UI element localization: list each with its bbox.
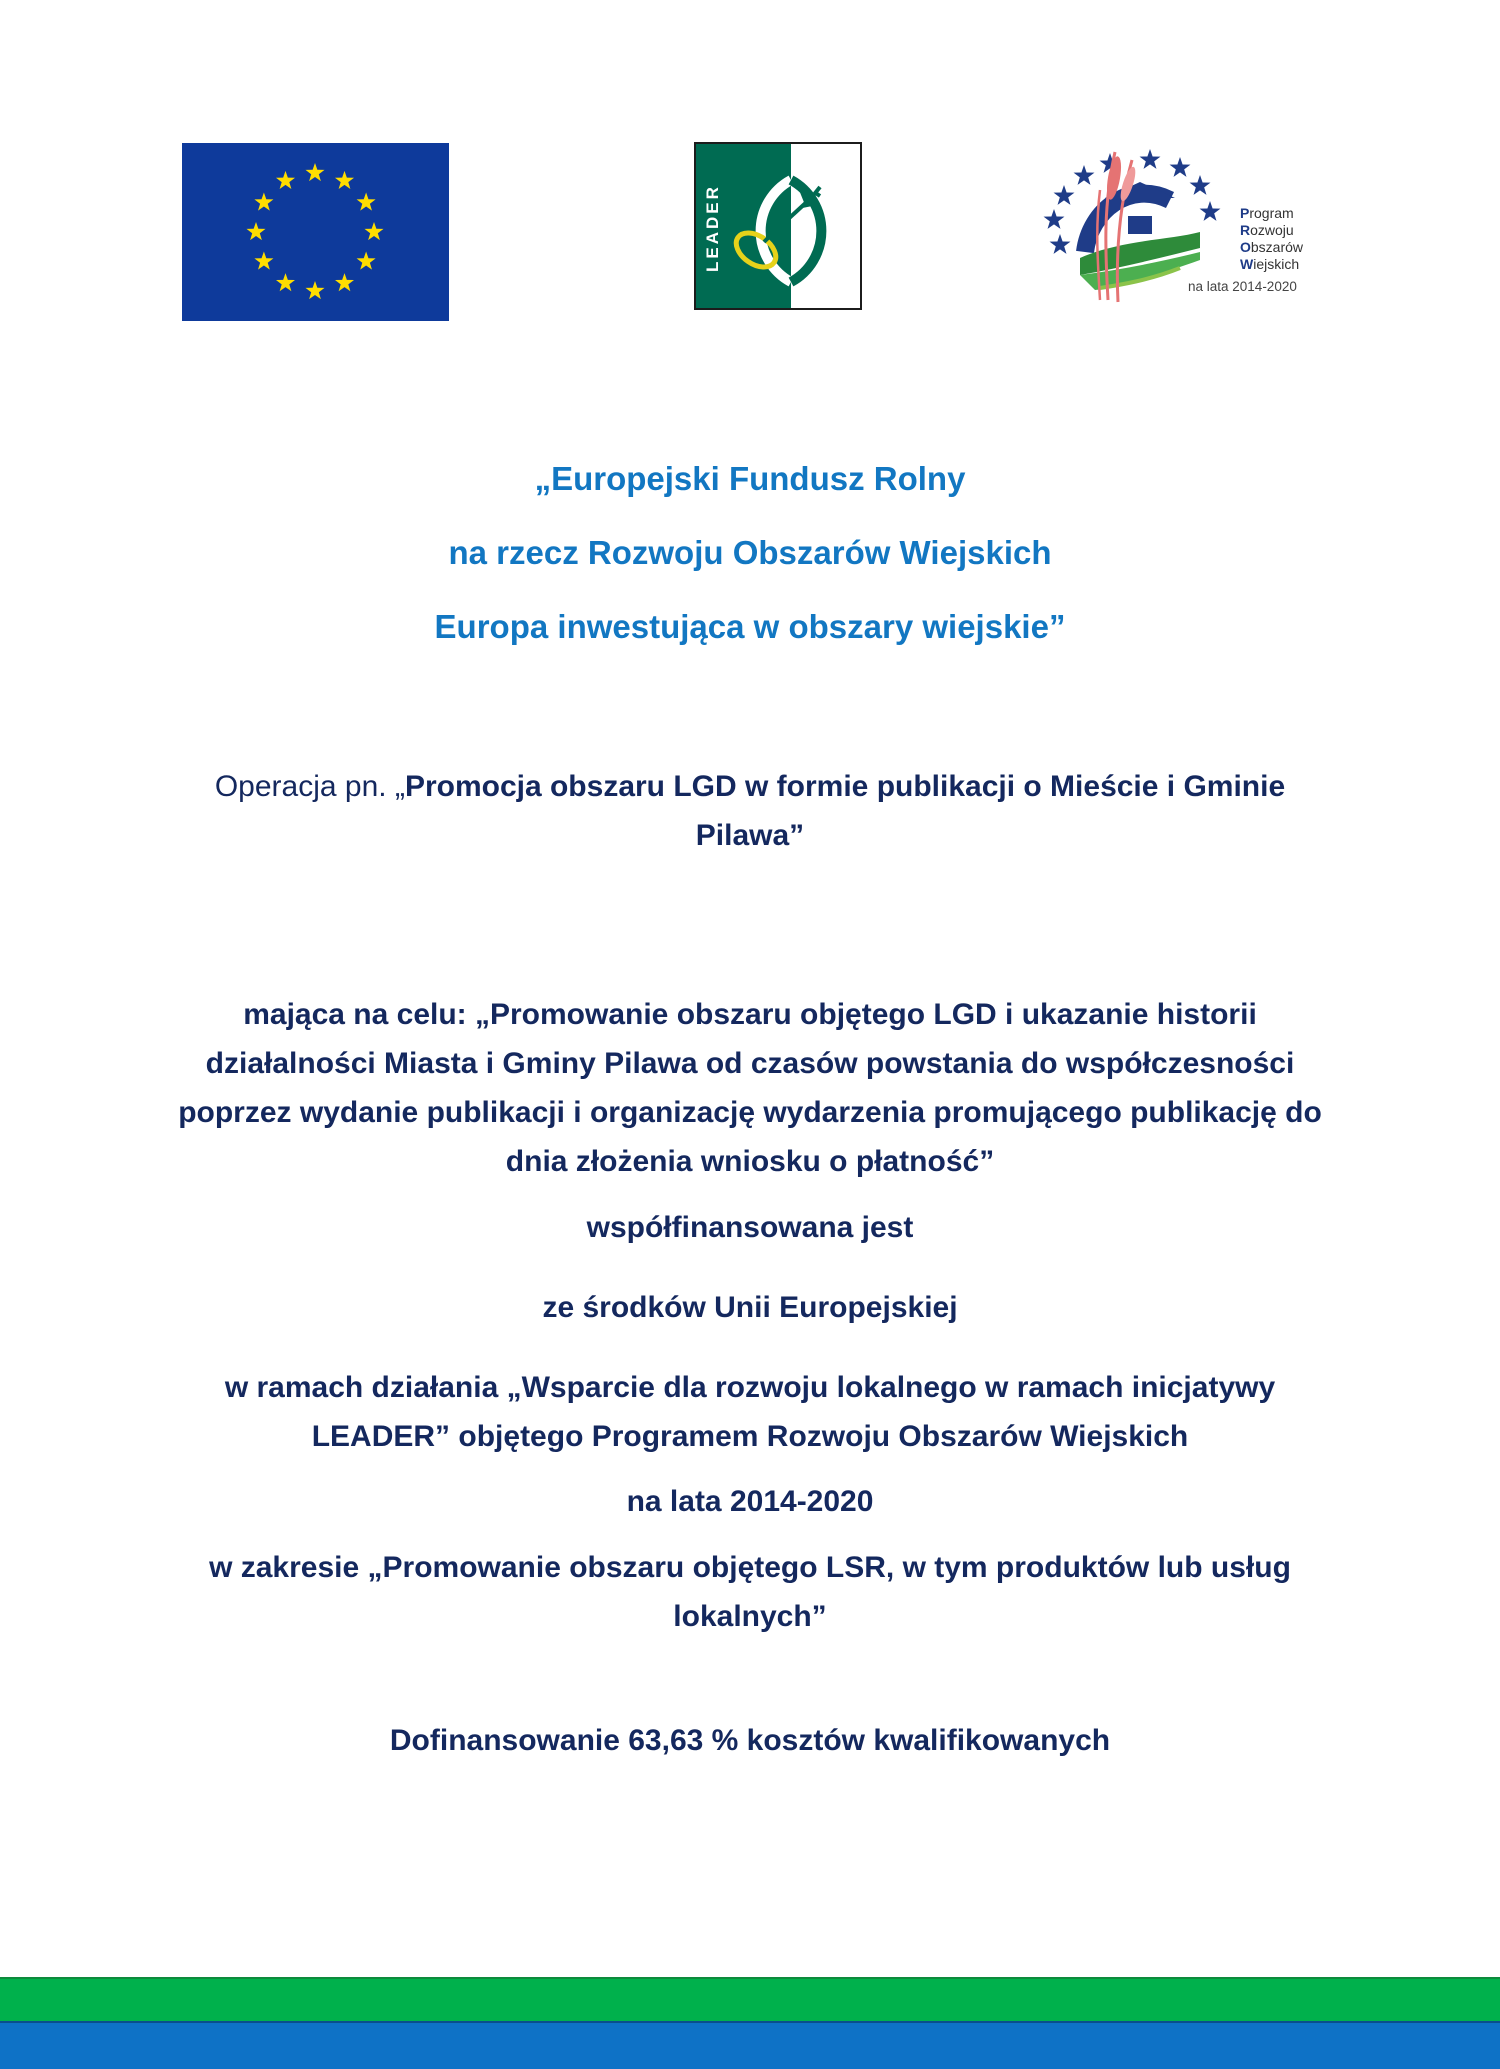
prow-rest-4: iejskich [1253,256,1300,272]
funding-text: Dofinansowanie 63,63 % kosztów kwalifikowanych [389,1724,1111,1757]
prow-years: na lata 2014-2020 [1188,279,1297,294]
prow-initial-1: P [1240,205,1250,221]
eu-flag-logo [182,143,449,321]
prow-star [1050,234,1071,254]
prow-program-name [1240,205,1303,273]
leader-logo [694,142,862,310]
prow-star [1054,185,1075,205]
years-text: na lata 2014-2020 [626,1485,874,1518]
header-line-3: Europa inwestująca w obszary wiejskie” [434,608,1066,645]
prow-rest-2: ozwoju [1250,222,1294,238]
header-line-2: na rzecz Rozwoju Obszarów Wiejskich [448,534,1052,571]
prow-star [1190,175,1211,195]
cofinanced-text: współfinansowana jest [586,1211,914,1244]
source-text: ze środków Unii Europejskiej [542,1291,958,1324]
prow-star [1044,209,1065,229]
operation-name: Promocja obszaru LGD w formie publikacji o Mieście i Gminie Pilawa” [404,770,1286,852]
prow-initial-3: O [1240,239,1251,255]
operation-prefix: Operacja pn. „ [214,770,405,803]
prow-rest-3: bszarów [1250,239,1304,255]
prow-line-2 [1240,222,1303,239]
header-line-1: „Europejski Fundusz Rolny [534,460,966,497]
measure-paragraph: w ramach działania „Wsparcie dla rozwoju lokalnego w ramach inicjatywy LEADER” objętego Programem Rozwoju Obszarów Wiejskich [224,1371,1276,1453]
prow-rest-1: rogram [1249,205,1294,221]
goal-paragraph: mająca na celu: „Promowanie obszaru objętego LGD i ukazanie historii działalności Miasta i Gminy Pilawa od czasów powstania do współczesności poprzez wydanie publikacji i organizację wydarzenia promującego publikację do dnia złożenia wniosku o płatność” [178,998,1322,1178]
scope-paragraph: w zakresie „Promowanie obszaru objętego LSR, w tym produktów lub usług lokalnych” [209,1551,1291,1633]
prow-star [1140,149,1161,169]
prow-initial-4: W [1240,256,1254,272]
prow-star [1170,157,1191,177]
prow-initial-2: R [1240,222,1251,238]
prow-line-4 [1240,256,1303,273]
operation-title [170,762,1330,860]
footer-green-bar [0,1977,1500,2023]
prow-line-1 [1240,205,1303,222]
prow-star [1074,165,1095,185]
footer-blue-bar [0,2021,1500,2069]
prow-star [1200,201,1221,221]
prow-line-3 [1240,239,1303,256]
leader-vertical-text: LEADER [703,184,722,272]
